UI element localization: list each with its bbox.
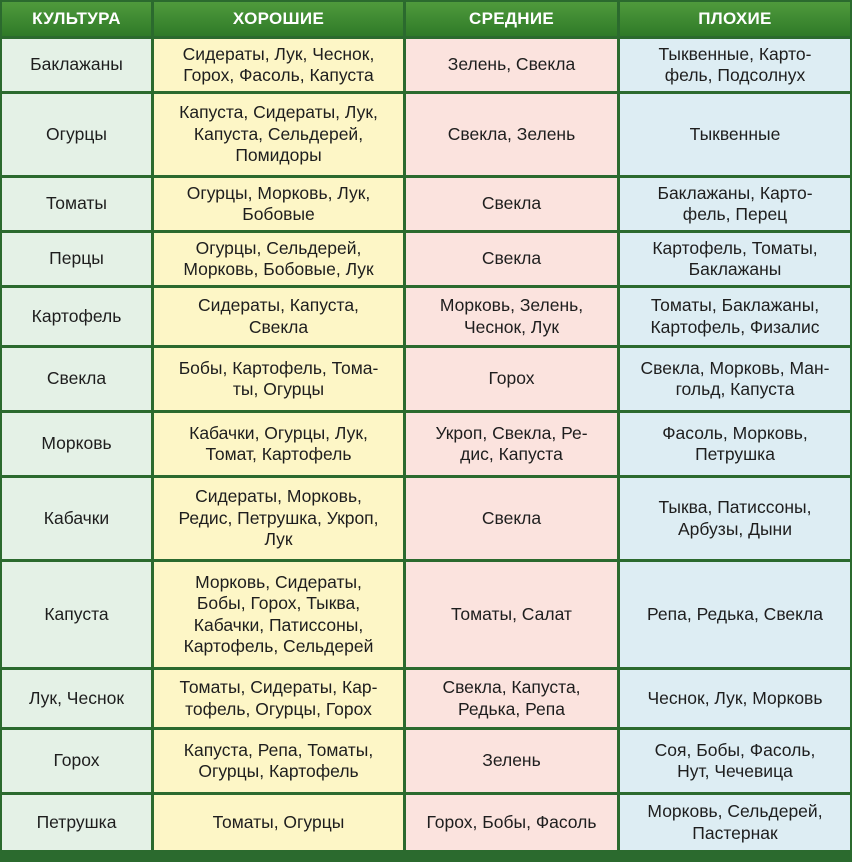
table-row bbox=[2, 233, 850, 288]
culture-cell-text: Картофель bbox=[31, 305, 122, 326]
good-cell bbox=[154, 288, 406, 348]
good-cell bbox=[154, 413, 406, 478]
culture-cell bbox=[2, 39, 154, 94]
culture-cell bbox=[2, 288, 154, 348]
culture-cell bbox=[2, 348, 154, 413]
bad-cell bbox=[620, 795, 850, 850]
medium-cell-line: Редька, Репа bbox=[458, 698, 565, 719]
bad-cell-line: Соя, Бобы, Фасоль, bbox=[654, 739, 816, 760]
good-cell-line: Морковь, Сидераты, bbox=[195, 571, 362, 592]
good-cell-line: Картофель, Сельдерей bbox=[183, 636, 374, 656]
medium-cell bbox=[406, 94, 620, 178]
header-bad: ПЛОХИЕ bbox=[620, 2, 850, 39]
medium-cell-line: Свекла bbox=[481, 248, 542, 269]
medium-cell-line: Свекла, Зелень bbox=[447, 123, 576, 144]
bad-cell-line: Баклажаны, Карто- bbox=[657, 182, 813, 203]
table-row bbox=[2, 413, 850, 478]
good-cell-line: ты, Огурцы bbox=[232, 379, 325, 399]
bad-cell bbox=[620, 730, 850, 795]
good-cell bbox=[154, 178, 406, 233]
culture-cell bbox=[2, 730, 154, 795]
bad-cell-line: Свекла, Морковь, Ман- bbox=[640, 357, 830, 378]
good-cell bbox=[154, 670, 406, 730]
culture-cell-text: Томаты bbox=[45, 193, 108, 214]
bad-cell bbox=[620, 288, 850, 348]
bad-cell-line: Тыква, Патиссоны, bbox=[658, 497, 812, 517]
bad-cell-line: Нут, Чечевица bbox=[677, 761, 793, 781]
bad-cell-line: Фасоль, Морковь, bbox=[662, 422, 808, 443]
bad-cell-line: Петрушка bbox=[695, 444, 775, 464]
bad-cell-line: Картофель, Физалис bbox=[650, 316, 820, 337]
medium-cell bbox=[406, 348, 620, 413]
culture-cell bbox=[2, 94, 154, 178]
good-cell-line: Бобы, Картофель, Тома- bbox=[178, 357, 379, 378]
header-culture: КУЛЬТУРА bbox=[2, 2, 154, 39]
good-cell-line: Сидераты, Капуста, bbox=[198, 295, 359, 315]
culture-cell-text: Капуста bbox=[44, 603, 109, 624]
good-cell-line: Сидераты, Лук, Чеснок, bbox=[182, 43, 375, 64]
culture-cell bbox=[2, 178, 154, 233]
medium-cell bbox=[406, 39, 620, 94]
medium-cell-line: Морковь, Зелень, bbox=[439, 295, 584, 315]
good-cell-line: Огурцы, Сельдерей, bbox=[195, 237, 362, 258]
good-cell-line: Огурцы, Морковь, Лук, bbox=[186, 182, 371, 203]
table-body bbox=[2, 39, 850, 850]
bad-cell-line: Арбузы, Дыни bbox=[678, 518, 792, 539]
good-cell bbox=[154, 233, 406, 288]
medium-cell-line: Укроп, Свекла, Ре- bbox=[435, 422, 588, 443]
medium-cell-line: Зелень bbox=[482, 750, 541, 771]
good-cell-line: Лук bbox=[264, 529, 293, 550]
crop-compatibility-table bbox=[2, 2, 850, 850]
bad-cell bbox=[620, 413, 850, 478]
medium-cell bbox=[406, 413, 620, 478]
medium-cell bbox=[406, 233, 620, 288]
bad-cell bbox=[620, 348, 850, 413]
good-cell-line: Бобовые bbox=[242, 204, 315, 224]
table-row bbox=[2, 178, 850, 233]
medium-cell-line: Горох bbox=[488, 368, 535, 389]
medium-cell-line: Свекла bbox=[481, 507, 542, 528]
bad-cell bbox=[620, 562, 850, 670]
good-cell-line: Морковь, Бобовые, Лук bbox=[183, 259, 374, 279]
bad-cell-line: фель, Перец bbox=[682, 204, 788, 224]
culture-cell-text: Морковь bbox=[41, 433, 112, 454]
medium-cell-line: Чеснок, Лук bbox=[463, 316, 559, 337]
culture-cell bbox=[2, 413, 154, 478]
culture-cell-text: Петрушка bbox=[36, 811, 117, 832]
culture-cell-text: Лук, Чеснок bbox=[28, 687, 124, 708]
medium-cell bbox=[406, 178, 620, 233]
good-cell bbox=[154, 795, 406, 850]
header-row bbox=[2, 2, 850, 39]
medium-cell-line: Горох, Бобы, Фасоль bbox=[426, 811, 597, 832]
good-cell-line: тофель, Огурцы, Горох bbox=[185, 698, 372, 719]
header-medium: СРЕДНИЕ bbox=[406, 2, 620, 39]
bad-cell-line: фель, Подсолнух bbox=[664, 65, 806, 85]
table-row bbox=[2, 795, 850, 850]
bad-cell-line: Томаты, Баклажаны, bbox=[650, 295, 820, 315]
medium-cell bbox=[406, 795, 620, 850]
culture-cell bbox=[2, 562, 154, 670]
header-good: ХОРОШИЕ bbox=[154, 2, 406, 39]
good-cell-line: Кабачки, Огурцы, Лук, bbox=[189, 422, 368, 443]
medium-cell bbox=[406, 288, 620, 348]
bad-cell-line: Картофель, Томаты, bbox=[652, 237, 818, 258]
bad-cell bbox=[620, 39, 850, 94]
culture-cell-text: Кабачки bbox=[43, 507, 110, 528]
bad-cell bbox=[620, 670, 850, 730]
good-cell-line: Свекла bbox=[248, 316, 309, 337]
medium-cell-line: дис, Капуста bbox=[460, 444, 563, 464]
culture-cell bbox=[2, 478, 154, 562]
culture-cell bbox=[2, 233, 154, 288]
good-cell-line: Редис, Петрушка, Укроп, bbox=[178, 507, 379, 528]
good-cell-line: Капуста, Репа, Томаты, bbox=[183, 739, 374, 760]
bad-cell-line: Репа, Редька, Свекла bbox=[647, 603, 823, 624]
table-row bbox=[2, 39, 850, 94]
good-cell bbox=[154, 730, 406, 795]
good-cell-line: Капуста, Сельдерей, bbox=[193, 123, 364, 144]
bad-cell bbox=[620, 94, 850, 178]
good-cell bbox=[154, 562, 406, 670]
table-row bbox=[2, 730, 850, 795]
bad-cell bbox=[620, 178, 850, 233]
table-row bbox=[2, 670, 850, 730]
good-cell bbox=[154, 348, 406, 413]
good-cell-line: Кабачки, Патиссоны, bbox=[193, 614, 364, 635]
bad-cell bbox=[620, 233, 850, 288]
culture-cell-text: Огурцы bbox=[46, 123, 107, 144]
bad-cell bbox=[620, 478, 850, 562]
bad-cell-line: Пастернак bbox=[692, 822, 778, 843]
culture-cell-text: Свекла bbox=[46, 368, 107, 389]
bad-cell-line: Морковь, Сельдерей, bbox=[647, 801, 823, 821]
good-cell-line: Томаты, Сидераты, Кар- bbox=[179, 677, 378, 697]
good-cell-line: Томаты, Огурцы bbox=[212, 811, 345, 832]
table-row bbox=[2, 288, 850, 348]
medium-cell-line: Зелень, Свекла bbox=[447, 54, 576, 75]
good-cell-line: Огурцы, Картофель bbox=[198, 761, 359, 781]
bad-cell-line: гольд, Капуста bbox=[675, 379, 795, 399]
table-row bbox=[2, 348, 850, 413]
table-row bbox=[2, 478, 850, 562]
table-row bbox=[2, 94, 850, 178]
medium-cell-line: Томаты, Салат bbox=[451, 603, 572, 624]
good-cell-line: Капуста, Сидераты, Лук, bbox=[179, 102, 378, 123]
medium-cell bbox=[406, 670, 620, 730]
culture-cell-text: Горох bbox=[53, 750, 100, 771]
culture-cell bbox=[2, 795, 154, 850]
good-cell bbox=[154, 478, 406, 562]
good-cell-line: Помидоры bbox=[235, 145, 322, 166]
medium-cell-line: Свекла, Капуста, bbox=[442, 677, 581, 697]
bad-cell-line: Тыквенные bbox=[689, 123, 781, 144]
bad-cell-line: Чеснок, Лук, Морковь bbox=[647, 687, 823, 708]
culture-cell-text: Перцы bbox=[49, 248, 104, 269]
medium-cell-line: Свекла bbox=[481, 193, 542, 214]
good-cell-line: Горох, Фасоль, Капуста bbox=[183, 65, 374, 85]
culture-cell bbox=[2, 670, 154, 730]
bad-cell-line: Баклажаны bbox=[688, 259, 782, 279]
good-cell-line: Томат, Картофель bbox=[205, 444, 352, 464]
medium-cell bbox=[406, 562, 620, 670]
bad-cell-line: Тыквенные, Карто- bbox=[658, 43, 812, 64]
medium-cell bbox=[406, 478, 620, 562]
good-cell-line: Сидераты, Морковь, bbox=[195, 486, 362, 507]
table-row bbox=[2, 562, 850, 670]
medium-cell bbox=[406, 730, 620, 795]
culture-cell-text: Баклажаны bbox=[30, 54, 123, 75]
good-cell-line: Бобы, Горох, Тыква, bbox=[196, 593, 361, 613]
good-cell bbox=[154, 39, 406, 94]
good-cell bbox=[154, 94, 406, 178]
